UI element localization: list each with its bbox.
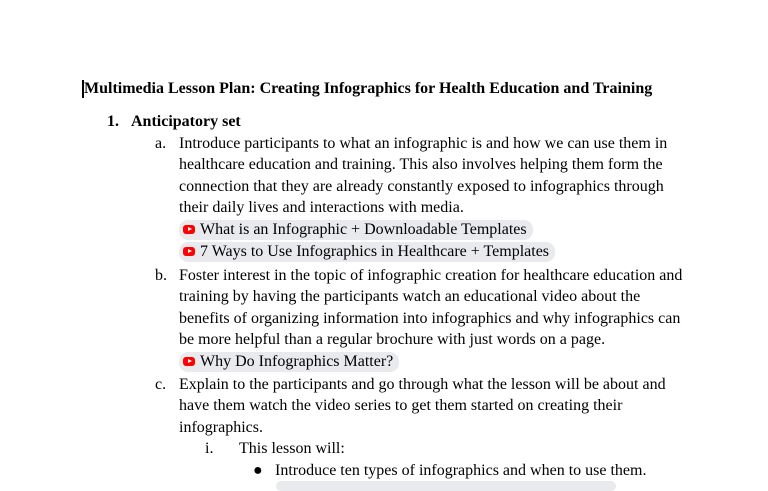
list-marker-c: c. [155, 376, 167, 393]
document-title: Multimedia Lesson Plan: Creating Infographics for Health Education and Training [84, 80, 653, 97]
video-link-chip[interactable] [179, 220, 533, 240]
video-link-chip[interactable] [179, 242, 555, 262]
section-number: 1. [107, 113, 119, 130]
list-item-c-text: Explain to the participants and go through what the lesson will be about and have them watch the video series to get them started on creating their infographics. [179, 376, 666, 436]
list-item-b-text: Foster interest in the topic of infographic creation for healthcare education and training by having the participants watch an educational video about the benefits of organizing information into infographics and why infographics can be more helpful than a regular brochure with just words on a page. [179, 267, 683, 349]
video-link-chip[interactable] [179, 352, 399, 372]
list-marker-a: a. [155, 135, 167, 152]
sub-list-item-i-text: This lesson will: [239, 440, 345, 457]
bullet-marker: ● [253, 462, 263, 479]
bullet-item-text: Introduce ten types of infographics and when to use them. [275, 462, 647, 479]
list-item-b [155, 265, 695, 373]
sub-list-item-i [205, 438, 345, 459]
youtube-icon [183, 357, 195, 366]
section-heading [107, 112, 241, 132]
youtube-icon [183, 247, 195, 256]
list-marker-b: b. [155, 267, 167, 284]
video-link-label: What is an Infographic + Downloadable Templates [200, 220, 527, 238]
list-item-c [155, 374, 695, 438]
section-heading-text: Anticipatory set [131, 113, 241, 130]
list-item-a [155, 133, 695, 263]
video-link-label: Why Do Infographics Matter? [200, 352, 394, 370]
video-link-label: 7 Ways to Use Infographics in Healthcare + Templates [200, 242, 550, 260]
sub-list-marker-i: i. [205, 440, 214, 457]
bullet-item [250, 460, 646, 481]
youtube-icon [183, 225, 195, 234]
list-item-a-text: Introduce participants to what an infographic is and how we can use them in healthcare education and training. This also involves helping them form the connection that they are already constantly exposed to infographics through their daily lives and interactions with media. [179, 135, 668, 217]
video-link-chip-partial[interactable] [276, 481, 616, 491]
